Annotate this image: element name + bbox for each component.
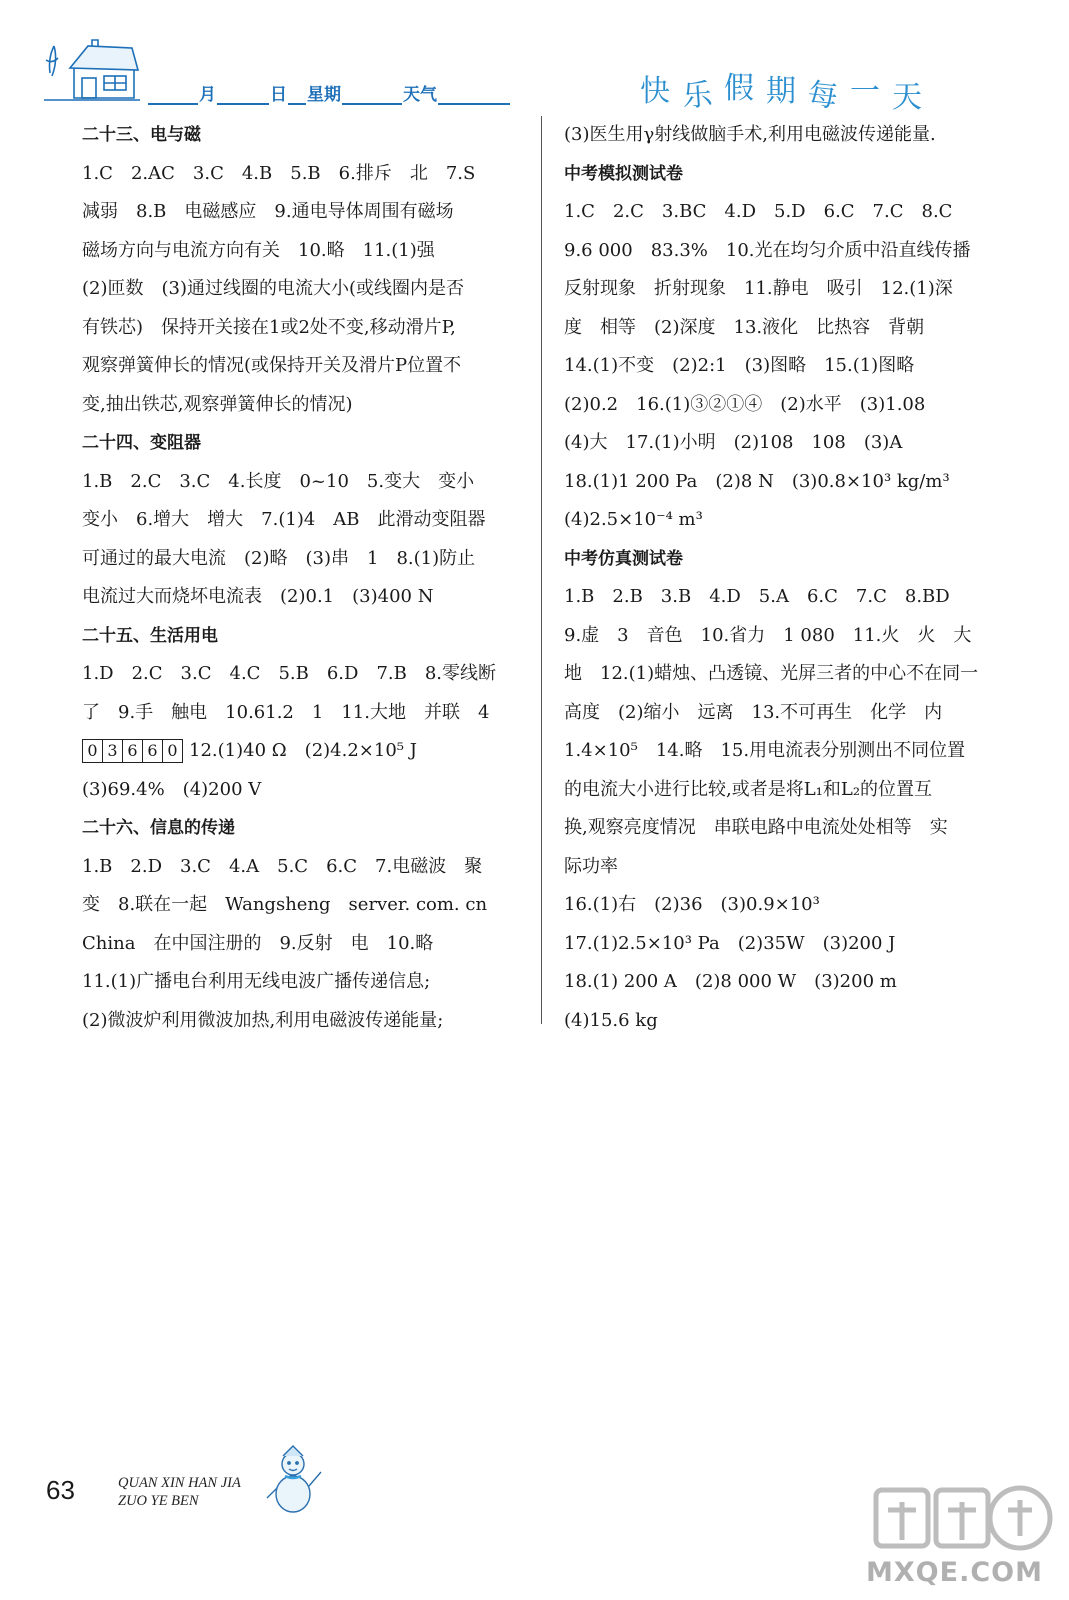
answer-text: 1.C 2.AC 3.C 4.B 5.B 6.排斥 北 7.S bbox=[82, 162, 476, 184]
section-heading bbox=[82, 809, 522, 848]
section-heading-text: 中考模拟测试卷 bbox=[564, 163, 683, 184]
banner-title bbox=[640, 66, 934, 117]
answer-line bbox=[82, 655, 522, 694]
answer-line bbox=[82, 309, 522, 348]
answer-line bbox=[82, 925, 522, 964]
meter-digit: 3 bbox=[103, 740, 123, 762]
answer-line bbox=[564, 270, 1004, 309]
answer-line bbox=[564, 655, 1004, 694]
answer-text: (2)0.2 16.(1)③②①④ (2)水平 (3)1.08 bbox=[564, 393, 926, 415]
answer-text: 1.4×10⁵ 14.略 15.用电流表分别测出不同位置 bbox=[564, 740, 966, 761]
day-label: 日 bbox=[270, 85, 287, 105]
answer-text: (4)15.6 kg bbox=[564, 1009, 658, 1031]
page-number: 63 bbox=[46, 1475, 75, 1505]
answer-text: 1.B 2.B 3.B 4.D 5.A 6.C 7.C 8.BD bbox=[564, 586, 950, 607]
answer-line bbox=[82, 886, 522, 925]
answer-text: 17.(1)2.5×10³ Pa (2)35W (3)200 J bbox=[564, 932, 896, 954]
answer-line bbox=[82, 771, 522, 810]
answer-line bbox=[564, 886, 1004, 925]
answer-line bbox=[82, 463, 522, 502]
weekday-blank[interactable] bbox=[342, 85, 402, 105]
right-answer-column bbox=[564, 116, 1004, 1040]
answer-line bbox=[82, 694, 522, 733]
day-blank[interactable] bbox=[217, 85, 269, 105]
meter-digit: 0 bbox=[83, 740, 103, 762]
section-heading-text: 二十三、电与磁 bbox=[82, 125, 201, 145]
section-heading bbox=[82, 116, 522, 155]
answer-line bbox=[82, 540, 522, 579]
answer-line bbox=[564, 694, 1004, 733]
answer-text: 1.C 2.C 3.BC 4.D 5.D 6.C 7.C 8.C bbox=[564, 201, 953, 222]
month-blank[interactable] bbox=[148, 85, 198, 105]
answer-line bbox=[564, 309, 1004, 348]
answer-text: (2)微波炉利用微波加热,利用电磁波传递能量; bbox=[82, 1009, 444, 1031]
answer-text: 11.(1)广播电台利用无线电波广播传递信息; bbox=[82, 971, 431, 992]
section-heading-text: 二十四、变阻器 bbox=[82, 433, 201, 453]
section-heading bbox=[82, 617, 522, 656]
answer-line bbox=[564, 386, 1004, 425]
answer-line bbox=[82, 501, 522, 540]
answer-line bbox=[564, 501, 1004, 540]
answer-line bbox=[564, 116, 1004, 155]
weekday-pre-blank bbox=[288, 85, 306, 105]
answer-text: 了 9.手 触电 10.61.2 1 11.大地 并联 4 bbox=[82, 701, 490, 723]
answer-line bbox=[564, 1002, 1004, 1041]
answer-line bbox=[82, 1002, 522, 1041]
answer-line bbox=[82, 193, 522, 232]
weekday-label: 星期 bbox=[307, 85, 341, 105]
answer-text: 1.D 2.C 3.C 4.C 5.B 6.D 7.B 8.零线断 bbox=[82, 663, 497, 684]
weather-label: 天气 bbox=[403, 85, 437, 105]
answer-line bbox=[82, 155, 522, 194]
meter-digit: 6 bbox=[123, 740, 143, 762]
date-weather-line bbox=[148, 80, 510, 105]
answer-text: 9.虚 3 音色 10.省力 1 080 11.火 火 大 bbox=[564, 624, 972, 646]
answer-line bbox=[564, 617, 1004, 656]
section-heading bbox=[564, 155, 1004, 194]
banner-char: 一 bbox=[850, 74, 892, 109]
footer-brand bbox=[118, 1474, 241, 1510]
answer-line bbox=[564, 232, 1004, 271]
brand-line: ZUO YE BEN bbox=[118, 1493, 199, 1509]
answer-text: (4)2.5×10⁻⁴ m³ bbox=[564, 509, 703, 530]
brand-line: QUAN XIN HAN JIA bbox=[118, 1475, 241, 1491]
banner-char: 快 bbox=[640, 74, 682, 109]
answer-text: 有铁芯) 保持开关接在1或2处不变,移动滑片P, bbox=[82, 316, 456, 338]
answer-text: (3)医生用γ射线做脑手术,利用电磁波传递能量. bbox=[564, 124, 936, 145]
answer-text: (3)69.4% (4)200 V bbox=[82, 778, 262, 800]
banner-char: 期 bbox=[766, 74, 808, 109]
answer-line bbox=[564, 578, 1004, 617]
answer-line bbox=[564, 848, 1004, 887]
answer-text: 变 8.联在一起 Wangsheng server. com. cn bbox=[82, 894, 488, 915]
answer-text: 16.(1)右 (2)36 (3)0.9×10³ bbox=[564, 894, 820, 915]
answer-text: 地 12.(1)蜡烛、凸透镜、光屏三者的中心不在同一 bbox=[564, 663, 979, 684]
answer-text: 可通过的最大电流 (2)略 (3)串 1 8.(1)防止 bbox=[82, 547, 476, 569]
answer-text: 18.(1) 200 A (2)8 000 W (3)200 m bbox=[564, 971, 897, 992]
answer-line bbox=[564, 193, 1004, 232]
meter-reading-boxes bbox=[82, 739, 183, 763]
answer-text: (4)大 17.(1)小明 (2)108 108 (3)A bbox=[564, 432, 903, 453]
banner-char: 乐 bbox=[681, 76, 726, 115]
meter-digit: 0 bbox=[167, 741, 178, 760]
answer-text: 高度 (2)缩小 远离 13.不可再生 化学 内 bbox=[564, 701, 943, 723]
meter-digit: 6 bbox=[143, 740, 163, 762]
banner-char: 每 bbox=[805, 76, 852, 117]
answer-text: 1.B 2.D 3.C 4.A 5.C 6.C 7.电磁波 聚 bbox=[82, 855, 483, 877]
answer-line bbox=[564, 963, 1004, 1002]
answer-line bbox=[564, 925, 1004, 964]
section-heading-text: 中考仿真测试卷 bbox=[564, 548, 683, 569]
answer-line bbox=[82, 963, 522, 1002]
answer-text: 9.6 000 83.3% 10.光在均匀介质中沿直线传播 bbox=[564, 239, 971, 261]
watermark-text: MXQE.COM bbox=[866, 1557, 1043, 1588]
answer-text: 度 相等 (2)深度 13.液化 比热容 背朝 bbox=[564, 316, 925, 338]
answer-text: 18.(1)1 200 Pa (2)8 N (3)0.8×10³ kg/m³ bbox=[564, 470, 950, 492]
answer-line bbox=[564, 463, 1004, 502]
answer-line bbox=[82, 386, 522, 425]
answer-text: 际功率 bbox=[564, 855, 618, 877]
answer-text: 减弱 8.B 电磁感应 9.通电导体周围有磁场 bbox=[82, 201, 454, 222]
snowman-icon bbox=[265, 1442, 325, 1522]
answer-line bbox=[82, 347, 522, 386]
answer-text: 反射现象 折射现象 11.静电 吸引 12.(1)深 bbox=[564, 278, 953, 299]
house-icon bbox=[40, 38, 140, 108]
answer-text: 变,抽出铁芯,观察弹簧伸长的情况) bbox=[82, 393, 353, 415]
weather-blank[interactable] bbox=[438, 85, 510, 105]
answer-text: 1.B 2.C 3.C 4.长度 0~10 5.变大 变小 bbox=[82, 470, 475, 492]
section-heading bbox=[564, 540, 1004, 579]
banner-char: 天 bbox=[892, 80, 934, 115]
section-heading-text: 二十五、生活用电 bbox=[82, 625, 218, 646]
answer-line bbox=[564, 771, 1004, 810]
answer-line bbox=[82, 848, 522, 887]
answer-text: 磁场方向与电流方向有关 10.略 11.(1)强 bbox=[82, 239, 435, 261]
answer-line bbox=[564, 347, 1004, 386]
answer-line bbox=[564, 424, 1004, 463]
answer-text: 换,观察亮度情况 串联电路中电流处处相等 实 bbox=[564, 817, 948, 838]
answer-text: 电流过大而烧坏电流表 (2)0.1 (3)400 N bbox=[82, 586, 434, 607]
left-answer-column bbox=[82, 116, 522, 1040]
answer-text: 的电流大小进行比较,或者是将L₁和L₂的位置互 bbox=[564, 778, 933, 800]
answer-line bbox=[564, 732, 1004, 771]
answer-text: 变小 6.增大 增大 7.(1)4 AB 此滑动变阻器 bbox=[82, 509, 486, 530]
answer-text: China 在中国注册的 9.反射 电 10.略 bbox=[82, 932, 434, 954]
answer-text: (2)匝数 (3)通过线圈的电流大小(或线圈内是否 bbox=[82, 278, 465, 299]
answer-line bbox=[564, 809, 1004, 848]
answer-text: 12.(1)40 Ω (2)4.2×10⁵ J bbox=[189, 740, 417, 761]
answer-line bbox=[82, 232, 522, 271]
answer-line bbox=[82, 270, 522, 309]
section-heading-text: 二十六、信息的传递 bbox=[82, 818, 235, 838]
section-heading bbox=[82, 424, 522, 463]
column-divider bbox=[541, 116, 542, 1024]
answer-text: 观察弹簧伸长的情况(或保持开关及滑片P位置不 bbox=[82, 355, 462, 376]
answer-line bbox=[82, 732, 522, 771]
month-label: 月 bbox=[199, 85, 216, 105]
answer-text: 14.(1)不变 (2)2:1 (3)图略 15.(1)图略 bbox=[564, 355, 915, 376]
banner-char: 假 bbox=[724, 71, 766, 106]
answer-line bbox=[82, 578, 522, 617]
